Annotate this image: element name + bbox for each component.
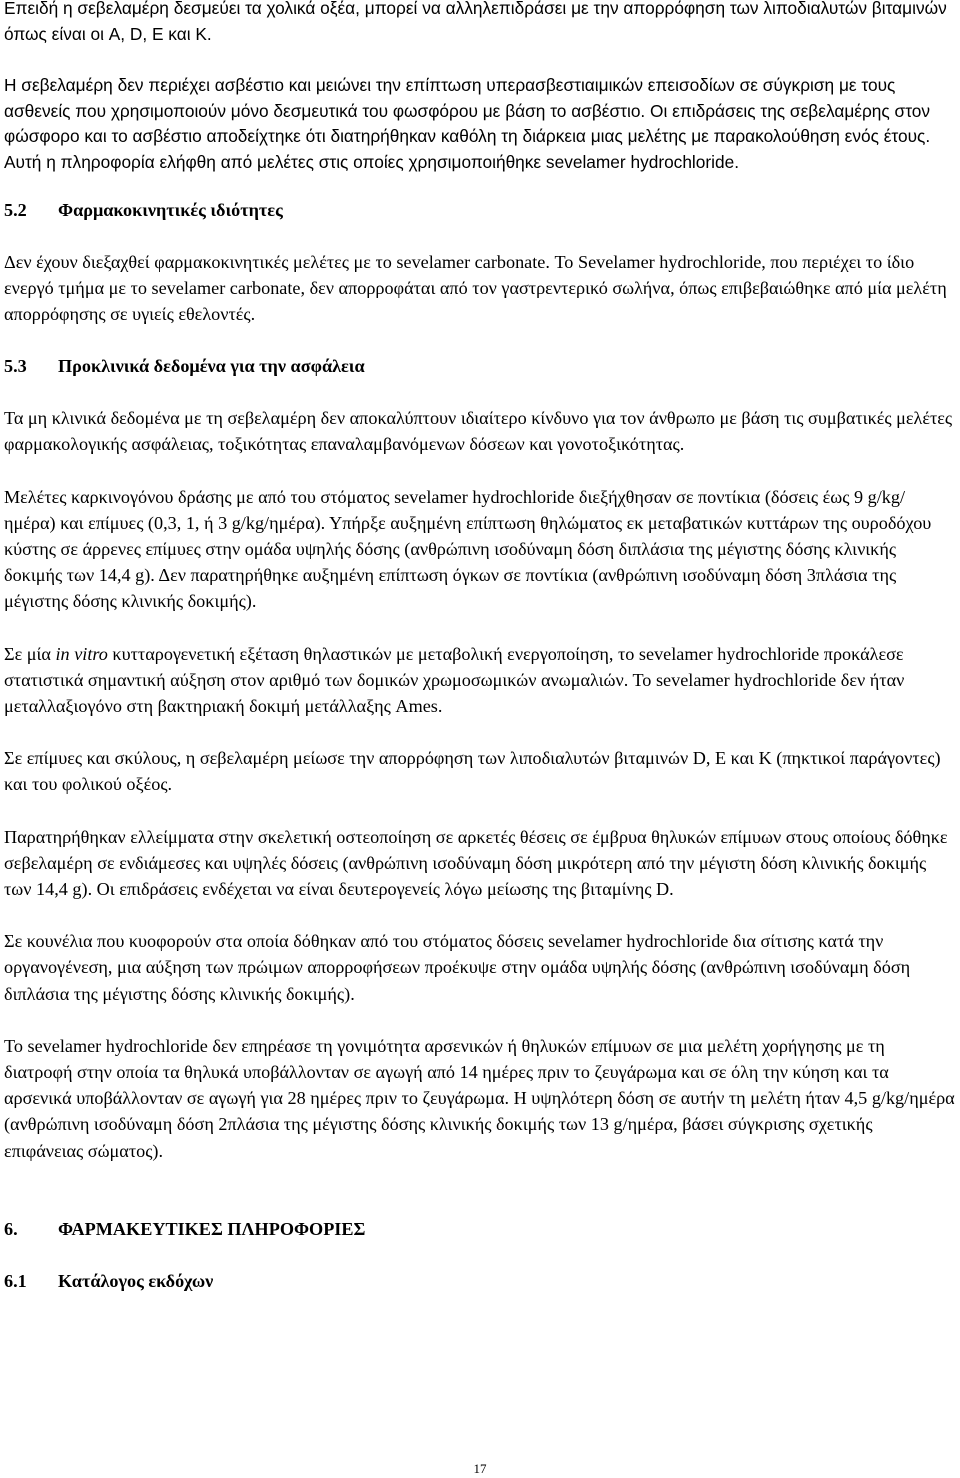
section-title: Φαρμακοκινητικές ιδιότητες — [58, 199, 283, 220]
section-number: 5.2 — [4, 199, 27, 220]
section-title: Κατάλογος εκδόχων — [58, 1270, 214, 1291]
paragraph-carcinogenicity: Μελέτες καρκινογόνου δράσης με από του στόματος sevelamer hydrochloride διεξήχθησαν σε ποντίκια (δόσεις έως 9 g/kg/ημέρα) και επίμυες (0,3, 1, ή 3 g/kg/ημέρα). Υπήρξε αυξημένη επίπτωση θηλώματος εκ μεταβατικών κυττάρων της ουροδόχου κύστης σε άρρενες επίμυες στην ομάδα υψηλής δόσης (ανθρώπινη ισοδύναμη δόση διπλάσια της μέγιστης δόσης κλινικής δοκιμής των 14,4 g). Δεν παρατηρήθηκε αυξημένη επίπτωση όγκων σε ποντίκια (ανθρώπινη ισοδύναμη δόση 3πλάσια της μέγιστης δόσης κλινικής δοκιμής). — [4, 486, 932, 612]
paragraph-vitamin-absorption: Σε επίμυες και σκύλους, η σεβελαμέρη μείωσε την απορρόφηση των λιποδιαλυτών βιταμινών D, E και K (πηκτικοί παράγοντες) και του φολικού οξέος. — [4, 748, 941, 795]
section-number: 5.3 — [4, 356, 27, 377]
paragraph-vitamin-interaction: Επειδή η σεβελαμέρη δεσμεύει τα χολικά οξέα, μπορεί να αλληλεπιδράσει με την απορρόφηση των λιποδιαλυτών βιταμινών όπως είναι οι A, D, E και K. — [4, 0, 947, 44]
paragraph-pharmacokinetics: Δεν έχουν διεξαχθεί φαρμακοκινητικές μελέτες με το sevelamer carbonate. Το Sevelamer hydrochloride, που περιέχει το ίδιο ενεργό τμήμα με το sevelamer carbonate, δεν απορροφάται από τον γαστρεντερικό σωλήνα, όπως επιβεβαιώθηκε από μία μελέτη απορρόφησης σε υγιείς εθελοντές. — [4, 251, 947, 324]
section-heading-5-2 — [4, 197, 956, 223]
paragraph-calcium: Η σεβελαμέρη δεν περιέχει ασβέστιο και μειώνει την επίπτωση υπερασβεστιαιμικών επεισοδίων σε σύγκριση με τους ασθενείς που χρησιμοποιούν μόνο δεσμευτικά του φωσφόρου με βάση το ασβέστιο. Οι επιδράσεις της σεβελαμέρης στον φώσφορο και το ασβέστιο αποδείχτηκε ότι διατηρήθηκαν καθόλη τη διάρκεια μιας μελέτης με παρακολούθηση ενός έτους. Αυτή η πληροφορία ελήφθη από μελέτες στις οποίες χρησιμοποιήθηκε sevelamer hydrochloride. — [4, 75, 931, 172]
paragraph-rabbits: Σε κουνέλια που κυοφορούν στα οποία δόθηκαν από του στόματος δόσεις sevelamer hydrochloride δια σίτισης κατά την οργανογένεση, μια αύξηση των πρώιμων απορροφήσεων προέκυψε στην ομάδα υψηλής δόσης (ανθρώπινη ισοδύναμη δόση διπλάσια της μέγιστης δόσης κλινικής δοκιμής). — [4, 931, 911, 1004]
paragraph-fertility: Το sevelamer hydrochloride δεν επηρέασε τη γονιμότητα αρσενικών ή θηλυκών επίμυων σε μια μελέτη χορήγησης με τη διατροφή στην οποία τα θηλυκά υποβάλλονταν σε αγωγή από 14 ημέρες πριν το ζευγάρωμα και σε όλη την κύηση και τα αρσενικά υποβάλλονταν σε αγωγή για 28 ημέρες πριν το ζευγάρωμα. Η υψηλότερη δόση σε αυτήν τη μελέτη ήταν 4,5 g/kg/ημέρα (ανθρώπινη ισοδύναμη δόση 2πλάσια της μέγιστης δόσης κλινικής δοκιμής των 13 g/ημέρα, βάσει σύγκρισης σχετικής επιφάνειας σώματος). — [4, 1035, 955, 1161]
section-title: Προκλινικά δεδομένα για την ασφάλεια — [58, 356, 365, 377]
paragraph-nonclinical-safety: Τα μη κλινικά δεδομένα με τη σεβελαμέρη δεν αποκαλύπτουν ιδιαίτερο κίνδυνο για τον άνθρωπο με βάση τις συμβατικές μελέτες φαρμακολογικής ασφάλειας, τοξικότητας επαναλαμβανόμενων δόσεων και γονοτοξικότητας. — [4, 408, 953, 455]
section-heading-6-1 — [4, 1268, 956, 1294]
section-title: ΦΑΡΜΑΚΕΥΤΙΚΕΣ ΠΛΗΡΟΦΟΡΙΕΣ — [58, 1218, 366, 1239]
in-vitro-italic: in vitro — [55, 643, 108, 664]
paragraph-ossification: Παρατηρήθηκαν ελλείμματα στην σκελετική οστεοποίηση σε αρκετές θέσεις σε έμβρυα θηλυκών επίμυων στους οποίους δόθηκε σεβελαμέρη σε ενδιάμεσες και υψηλές δόσεις (ανθρώπινη ισοδύναμη δόση μικρότερη από την μέγιστη δόση κλινικής δοκιμής των 14,4 g). Οι επιδράσεις ενδέχεται να είναι δευτερογενείς λόγω μείωσης της βιταμίνης D. — [4, 826, 948, 900]
page-number: 17 — [473, 1461, 487, 1476]
section-number: 6.1 — [4, 1270, 27, 1291]
section-heading-6 — [4, 1216, 956, 1242]
paragraph-genotoxicity: Σε μία in vitro κυτταρογενετική εξέταση θηλαστικών με μεταβολική ενεργοποίηση, το sevelamer hydrochloride προκάλεσε στατιστικά σημαντική αύξηση στον αριθμό των δομικών χρωμοσωμικών ανωμαλιών. Το sevelamer hydrochloride δεν ήταν μεταλλαξιογόνο στη βακτηριακή δοκιμή μετάλλαξης Ames. — [4, 643, 905, 716]
document-page — [4, 0, 956, 1294]
section-heading-5-3 — [4, 353, 956, 379]
section-number: 6. — [4, 1218, 18, 1239]
